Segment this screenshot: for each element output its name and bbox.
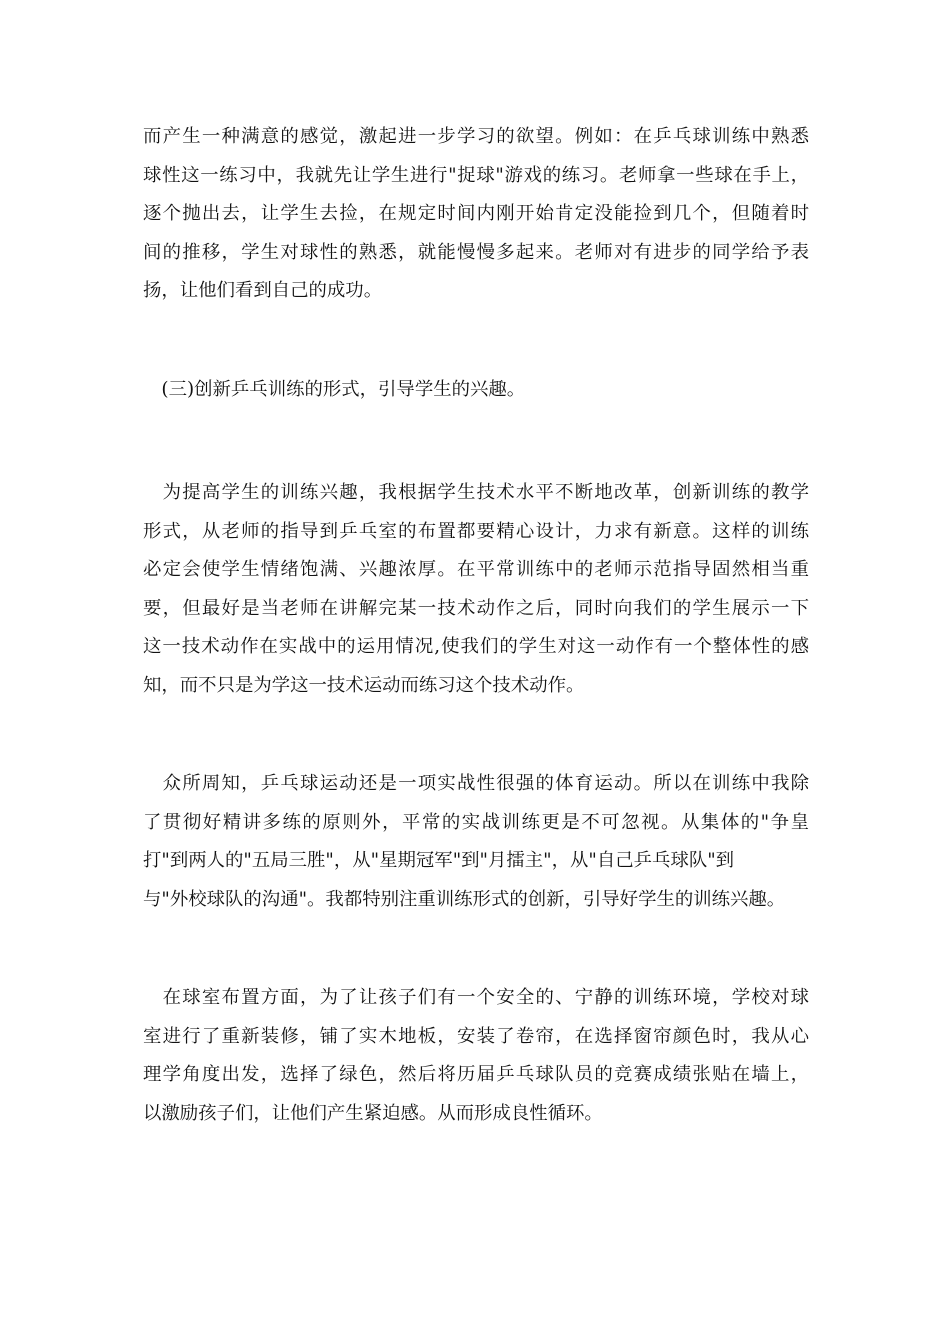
paragraph-line: 为提高学生的训练兴趣，我根据学生技术水平不断地改革，创新训练的教学 bbox=[143, 482, 809, 503]
paragraph-line: 室进行了重新装修，铺了实木地板，安装了卷帘，在选择窗帘颜色时，我从心 bbox=[143, 1025, 809, 1047]
paragraph-4 bbox=[143, 979, 809, 1133]
paragraph-line: 要，但最好是当老师在讲解完某一技术动作之后，同时向我们的学生展示一下 bbox=[143, 597, 809, 619]
paragraph-line: 球性这一练习中，我就先让学生进行"捉球"游戏的练习。老师拿一些球在手上， bbox=[143, 164, 809, 186]
paragraph-line: 知，而不只是为学这一技术运动而练习这个技术动作。 bbox=[143, 674, 585, 696]
paragraph-line: 必定会使学生情绪饱满、兴趣浓厚。在平常训练中的老师示范指导固然相当重 bbox=[143, 559, 809, 581]
paragraph-line: 了贯彻好精讲多练的原则外，平常的实战训练更是不可忽视。从集体的"争皇 bbox=[143, 811, 809, 833]
paragraph-line: 而产生一种满意的感觉，激起进一步学习的欲望。例如：在乒乓球训练中熟悉 bbox=[143, 126, 809, 147]
paragraph-line: 这一技术动作在实战中的运用情况,使我们的学生对这一动作有一个整体性的感 bbox=[143, 636, 809, 658]
paragraph-line: 逐个抛出去，让学生去捡，在规定时间内刚开始肯定没能捡到几个，但随着时 bbox=[143, 203, 809, 225]
paragraph-line: 理学角度出发，选择了绿色，然后将历届乒乓球队员的竞赛成绩张贴在墙上， bbox=[143, 1064, 809, 1086]
paragraph-line: 众所周知，乒乓球运动还是一项实战性很强的体育运动。所以在训练中我除 bbox=[143, 773, 809, 794]
paragraph-line: 打"到两人的"五局三胜"，从"星期冠军"到"月擂主"，从"自己乒乓球队"到 bbox=[143, 850, 735, 872]
paragraph-line: 间的推移，学生对球性的熟悉，就能慢慢多起来。老师对有进步的同学给予表 bbox=[143, 241, 809, 263]
paragraph-line: 在球室布置方面，为了让孩子们有一个安全的、宁静的训练环境，学校对球 bbox=[143, 987, 809, 1008]
section-heading bbox=[143, 371, 809, 410]
paragraph-2 bbox=[143, 474, 809, 706]
paragraph-1 bbox=[143, 118, 809, 311]
paragraph-line: 与"外校球队的沟通"。我都特别注重训练形式的创新，引导好学生的训练兴趣。 bbox=[143, 888, 786, 910]
paragraph-line: 扬，让他们看到自己的成功。 bbox=[143, 280, 383, 302]
paragraph-3 bbox=[143, 765, 809, 919]
paragraph-line: 以激励孩子们，让他们产生紧迫感。从而形成良性循环。 bbox=[143, 1102, 603, 1124]
heading-line: (三)创新乒乓训练的形式，引导学生的兴趣。 bbox=[143, 379, 526, 400]
paragraph-line: 形式，从老师的指导到乒乓室的布置都要精心设计，力求有新意。这样的训练 bbox=[143, 520, 809, 542]
